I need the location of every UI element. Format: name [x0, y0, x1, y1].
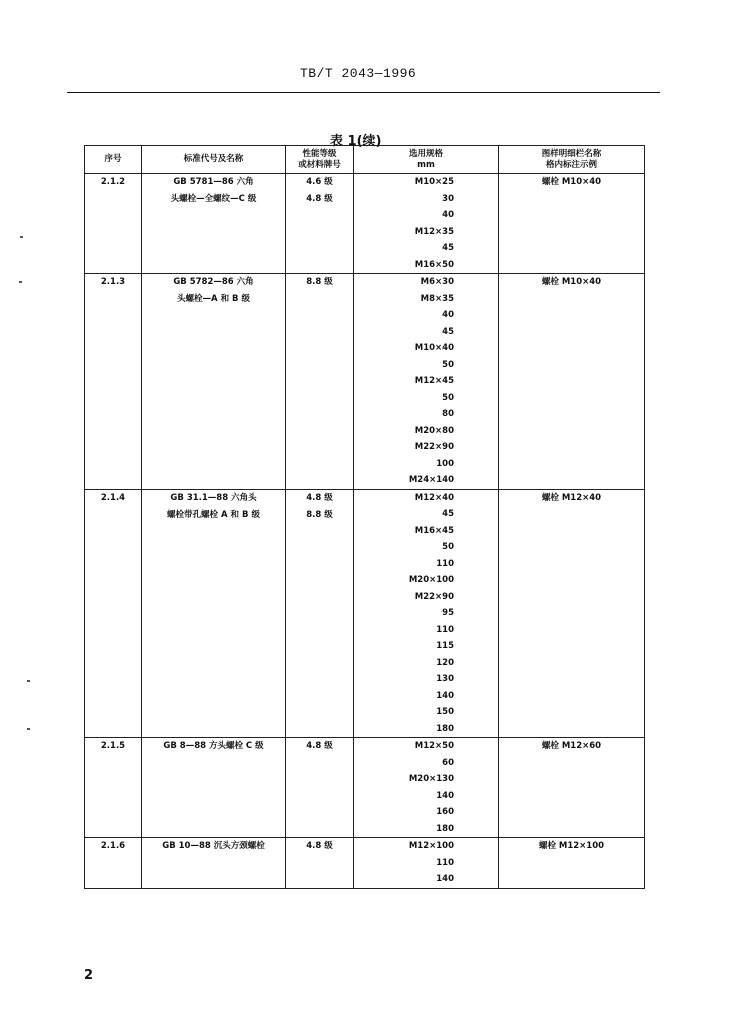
cell-standard	[142, 274, 286, 490]
grade-line: 4.6 级	[306, 177, 333, 187]
table-row	[85, 738, 645, 838]
size-value: M22×90	[414, 591, 454, 602]
cell-grade	[286, 838, 354, 889]
size-value: M8×35	[420, 293, 454, 304]
cell-sizes	[354, 489, 499, 738]
standard-line: GB 5782—86 六角	[173, 277, 254, 287]
col-header-standard: 标准代号及名称	[142, 146, 286, 174]
header-rule	[67, 92, 660, 93]
table-caption: 表 1(续)	[330, 134, 382, 149]
cell-no: 2.1.3	[85, 274, 142, 490]
size-value: 100	[436, 458, 454, 469]
size-value: 30	[442, 193, 454, 204]
cell-sizes	[354, 274, 499, 490]
col-header-example: 图样明细栏名称 格内标注示例	[499, 146, 645, 174]
size-value: M20×100	[408, 575, 454, 585]
size-value: 80	[442, 409, 454, 419]
document-code: TB/T 2043—1996	[300, 66, 417, 81]
size-value: 160	[436, 807, 454, 817]
cell-example: 螺栓 M12×60	[499, 738, 645, 838]
cell-no: 2.1.6	[85, 838, 142, 889]
size-value: 110	[436, 558, 454, 569]
size-value: 45	[442, 509, 454, 519]
size-value: M12×35	[414, 226, 454, 237]
size-value: 150	[436, 707, 454, 717]
size-value: M12×50	[414, 741, 454, 751]
standard-line: GB 10—88 沉头方颈螺栓	[162, 841, 265, 851]
size-value: 110	[436, 857, 454, 868]
size-value: M10×25	[414, 177, 454, 187]
size-value: 180	[436, 723, 454, 734]
col-header-spec: 选用规格 mm	[354, 146, 499, 174]
size-value: 50	[442, 392, 454, 403]
grade-line: 4.8 级	[306, 841, 333, 851]
table-row	[85, 838, 645, 889]
size-value: 115	[436, 641, 454, 651]
scan-speck	[27, 728, 30, 730]
size-value: M16×45	[414, 525, 454, 536]
cell-standard	[142, 489, 286, 738]
scan-speck	[19, 281, 22, 283]
size-value: 130	[436, 674, 454, 684]
standard-line: GB 5781—86 六角	[173, 177, 254, 187]
bolt-spec-table	[84, 145, 645, 889]
size-value: M22×90	[414, 442, 454, 452]
size-value: M16×50	[414, 259, 454, 270]
cell-example: 螺栓 M10×40	[499, 174, 645, 274]
standard-line: 头螺栓—全螺纹—C 级	[170, 194, 257, 204]
page-number: 2	[84, 968, 94, 983]
cell-standard	[142, 174, 286, 274]
size-value: 140	[436, 790, 454, 801]
standard-line: GB 8—88 方头螺栓 C 级	[163, 741, 264, 751]
standard-line: 头螺栓—A 和 B 级	[177, 294, 250, 304]
size-value: 140	[436, 874, 454, 884]
size-value: 180	[436, 823, 454, 834]
size-value: 50	[442, 542, 454, 552]
size-value: M6×30	[420, 277, 454, 287]
size-value: 120	[436, 657, 454, 668]
grade-line: 8.8 级	[306, 277, 333, 287]
size-value: M12×45	[414, 376, 454, 386]
size-value: M24×140	[408, 475, 454, 485]
size-value: 45	[442, 243, 454, 253]
cell-grade	[286, 174, 354, 274]
cell-example: 螺栓 M12×40	[499, 489, 645, 738]
table-row	[85, 274, 645, 490]
grade-line: 8.8 级	[306, 509, 333, 520]
cell-sizes	[354, 174, 499, 274]
size-value: M20×80	[414, 425, 454, 436]
table-header-row	[85, 146, 645, 174]
cell-grade	[286, 274, 354, 490]
cell-standard	[142, 738, 286, 838]
size-value: 140	[436, 690, 454, 701]
cell-sizes	[354, 738, 499, 838]
cell-standard	[142, 838, 286, 889]
grade-line: 4.8 级	[306, 741, 333, 751]
size-value: M12×100	[408, 841, 454, 851]
scan-speck	[20, 236, 23, 238]
standard-line: 螺栓带孔螺栓 A 和 B 级	[167, 509, 260, 520]
size-value: 60	[442, 757, 454, 768]
size-value: 40	[442, 310, 454, 320]
cell-grade	[286, 738, 354, 838]
scan-speck	[27, 680, 30, 682]
cell-grade	[286, 489, 354, 738]
cell-no: 2.1.4	[85, 489, 142, 738]
size-value: M10×40	[414, 343, 454, 353]
size-value: M12×40	[414, 492, 454, 503]
grade-line: 4.8 级	[306, 194, 333, 204]
size-value: 50	[442, 359, 454, 370]
size-value: 110	[436, 624, 454, 635]
size-value: 40	[442, 210, 454, 220]
size-value: 95	[442, 608, 454, 618]
cell-no: 2.1.2	[85, 174, 142, 274]
size-value: M20×130	[408, 774, 454, 784]
cell-example: 螺栓 M10×40	[499, 274, 645, 490]
col-header-grade: 性能等级 或材料牌号	[286, 146, 354, 174]
col-header-no: 序号	[85, 146, 142, 174]
cell-example: 螺栓 M12×100	[499, 838, 645, 889]
cell-sizes	[354, 838, 499, 889]
size-value: 45	[442, 326, 454, 337]
table-row	[85, 489, 645, 738]
standard-line: GB 31.1—88 六角头	[170, 492, 257, 503]
grade-line: 4.8 级	[306, 492, 333, 503]
cell-no: 2.1.5	[85, 738, 142, 838]
table-row	[85, 174, 645, 274]
